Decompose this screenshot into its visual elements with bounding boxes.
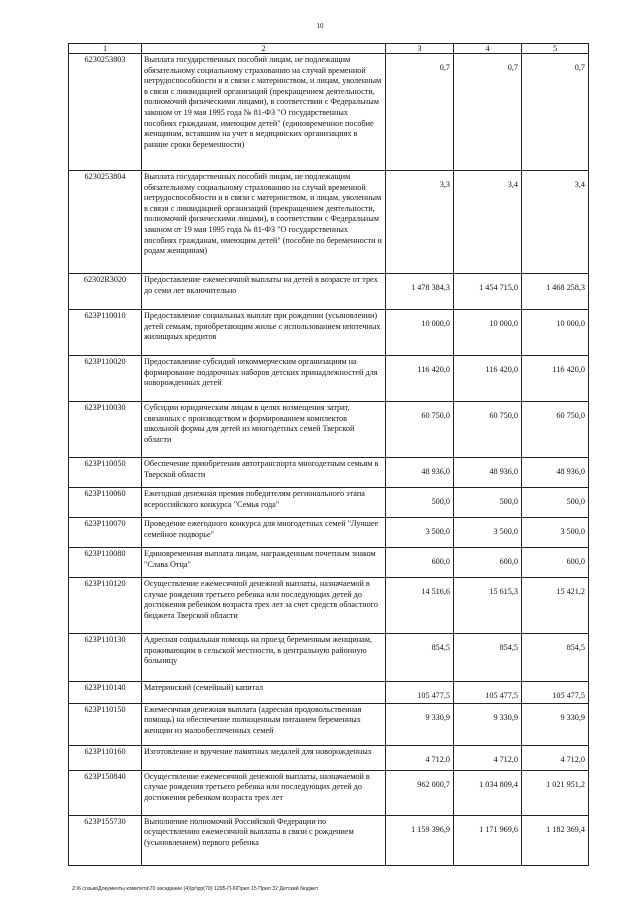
row-description: Осуществление ежемесячной денежной выплаты, назначаемой в случае рождения третьего ребенка или последующих детей до достижения ребенком возраста трех лет за счет средств областного бюджета Тверской области [142,578,386,634]
table-row [69,634,589,682]
row-value-col5: 116 420,0 [522,356,589,402]
row-value-col3: 60 750,0 [386,402,454,458]
header-cell: 3 [386,44,454,54]
row-value-col4: 105 477,5 [454,682,522,704]
row-value-col5: 3,4 [522,171,589,274]
row-value-col4: 3,4 [454,171,522,274]
table-row [69,682,589,704]
row-description: Ежегодная денежная премия победителям регионального этапа всероссийского конкурса "Семья года" [142,488,386,518]
row-value-col3: 962 000,7 [386,770,454,815]
row-value-col5: 600,0 [522,548,589,578]
row-value-col3: 600,0 [386,548,454,578]
row-value-col4: 48 936,0 [454,458,522,488]
row-value-col5: 4 712,0 [522,745,589,770]
row-value-col3: 105 477,5 [386,682,454,704]
row-code: 623P110050 [69,458,142,488]
row-description: Обеспечение приобретения автотранспорта многодетным семьям в Тверской области [142,458,386,488]
row-value-col5: 854,5 [522,634,589,682]
row-value-col4: 1 034 809,4 [454,770,522,815]
row-code: 623P110070 [69,518,142,548]
table-row [69,770,589,815]
row-code: 623P110120 [69,578,142,634]
row-code: 623P110060 [69,488,142,518]
row-description: Предоставление субсидий некоммерческим организациям на формирование подарочных наборов детских принадлежностей для новорожденных детей [142,356,386,402]
row-description: Ежемесячная денежная выплата (адресная продовольственная помощь) на обеспечение полноценным питанием беременных женщин из малообеспеченных семей [142,703,386,745]
table-row [69,171,589,274]
row-value-col3: 1 159 396,9 [386,815,454,865]
table-row [69,815,589,865]
table-row [69,703,589,745]
row-value-col4: 854,5 [454,634,522,682]
table-row [69,745,589,770]
row-value-col5: 1 182 369,4 [522,815,589,865]
row-code: 623P110010 [69,310,142,356]
row-code: 623P110160 [69,745,142,770]
row-description: Единовременная выплата лицам, награжденным почетным знаком "Слава Отца" [142,548,386,578]
row-description: Выплата государственных пособий лицам, не подлежащим обязательному социальному страхованию на случай временной нетрудоспособности и в связи с материнством, и лицам, уволенным в связи с ликвидацией организаций (прекращением деятельности, полномочий физическими лицами), в соответствии с Федеральным законом от 19 мая 1995 года № 81-ФЗ "О государственных пособиях гражданам, имеющим детей" (единовременное пособие женщинам, вставшим на учет в медицинских организациях в ранние сроки беременности) [142,54,386,171]
row-value-col4: 116 420,0 [454,356,522,402]
row-value-col4: 500,0 [454,488,522,518]
row-description: Изготовление и вручение памятных медалей для новорожденных [142,745,386,770]
row-description: Материнский (семейный) капитал [142,682,386,704]
row-value-col3: 9 330,9 [386,703,454,745]
row-code: 623P110020 [69,356,142,402]
table-header-row [69,44,589,54]
header-cell: 4 [454,44,522,54]
row-code: 6230253803 [69,54,142,171]
file-path-footer: Z:\6 созыв\Документы комитета\70 заседание (4)\рг\рр(70) 1295-П-6\Прил 15 Прил 32 Детский бюджет [72,886,319,892]
row-value-col5: 105 477,5 [522,682,589,704]
row-description: Субсидии юридическим лицам в целях возмещения затрат, связанных с производством и формированием комплектов школьной формы для детей из многодетных семей Тверской области [142,402,386,458]
row-value-col3: 116 420,0 [386,356,454,402]
row-value-col4: 1 171 969,6 [454,815,522,865]
row-value-col4: 1 454 715,0 [454,274,522,310]
table-row [69,274,589,310]
row-description: Предоставление социальных выплат при рождении (усыновлении) детей семьям, приобретающим жилье с использованием ипотечных жилищных кредитов [142,310,386,356]
row-value-col5: 0,7 [522,54,589,171]
table-row [69,518,589,548]
row-value-col4: 10 000,0 [454,310,522,356]
row-description: Выплата государственных пособий лицам, не подлежащим обязательному социальному страхованию на случай временной нетрудоспособности и в связи с материнством, и лицам, уволенным в связи с ликвидацией организаций (прекращением деятельности, полномочий физическими лицами), в соответствии с Федеральным законом от 19 мая 1995 года № 81-ФЗ "О государственных пособиях гражданам, имеющим детей" (пособие по беременности и родам женщинам) [142,171,386,274]
table-row [69,458,589,488]
row-value-col3: 3,3 [386,171,454,274]
row-code: 6230253804 [69,171,142,274]
row-value-col4: 4 712,0 [454,745,522,770]
row-value-col3: 0,7 [386,54,454,171]
row-code: 623P110030 [69,402,142,458]
row-value-col5: 10 000,0 [522,310,589,356]
row-description: Проведение ежегодного конкурса для многодетных семей "Лучшее семейное подворье" [142,518,386,548]
row-value-col4: 15 615,3 [454,578,522,634]
row-value-col5: 15 421,2 [522,578,589,634]
row-code: 62302R3020 [69,274,142,310]
row-value-col5: 1 021 951,2 [522,770,589,815]
row-value-col3: 4 712,0 [386,745,454,770]
budget-table [68,43,589,866]
row-code: 623P110080 [69,548,142,578]
row-value-col5: 500,0 [522,488,589,518]
row-value-col3: 14 516,6 [386,578,454,634]
row-code: 623P110150 [69,703,142,745]
row-value-col4: 9 330,9 [454,703,522,745]
row-value-col3: 1 478 384,3 [386,274,454,310]
row-value-col3: 3 500,0 [386,518,454,548]
row-value-col4: 60 750,0 [454,402,522,458]
row-value-col3: 854,5 [386,634,454,682]
row-value-col4: 0,7 [454,54,522,171]
row-value-col4: 600,0 [454,548,522,578]
row-value-col5: 9 330,9 [522,703,589,745]
table-row [69,356,589,402]
row-code: 623P155730 [69,815,142,865]
table-row [69,578,589,634]
row-code: 623P110130 [69,634,142,682]
row-value-col3: 48 936,0 [386,458,454,488]
page-number: 10 [316,22,324,30]
row-description: Осуществление ежемесячной денежной выплаты, назначаемой в случае рождения третьего ребенка или последующих детей до достижения ребенком возраста трех лет [142,770,386,815]
table-row [69,548,589,578]
row-description: Выполнение полномочий Российской Федерации по осуществлению ежемесячной выплаты в связи с рождением (усыновлением) первого ребенка [142,815,386,865]
table-row [69,310,589,356]
row-description: Предоставление ежемесячной выплаты на детей в возрасте от трех до семи лет включительно [142,274,386,310]
table-row [69,488,589,518]
row-value-col4: 3 500,0 [454,518,522,548]
table-row [69,402,589,458]
table-row [69,54,589,171]
header-cell: 2 [142,44,386,54]
header-cell: 1 [69,44,142,54]
row-value-col5: 48 936,0 [522,458,589,488]
row-code: 623P150840 [69,770,142,815]
row-value-col5: 3 500,0 [522,518,589,548]
row-description: Адресная социальная помощь на проезд беременным женщинам, проживающим в сельской местности, в центральную районную больницу [142,634,386,682]
row-value-col3: 500,0 [386,488,454,518]
header-cell: 5 [522,44,589,54]
row-value-col5: 1 468 258,3 [522,274,589,310]
row-value-col5: 60 750,0 [522,402,589,458]
row-value-col3: 10 000,0 [386,310,454,356]
row-code: 623P110140 [69,682,142,704]
